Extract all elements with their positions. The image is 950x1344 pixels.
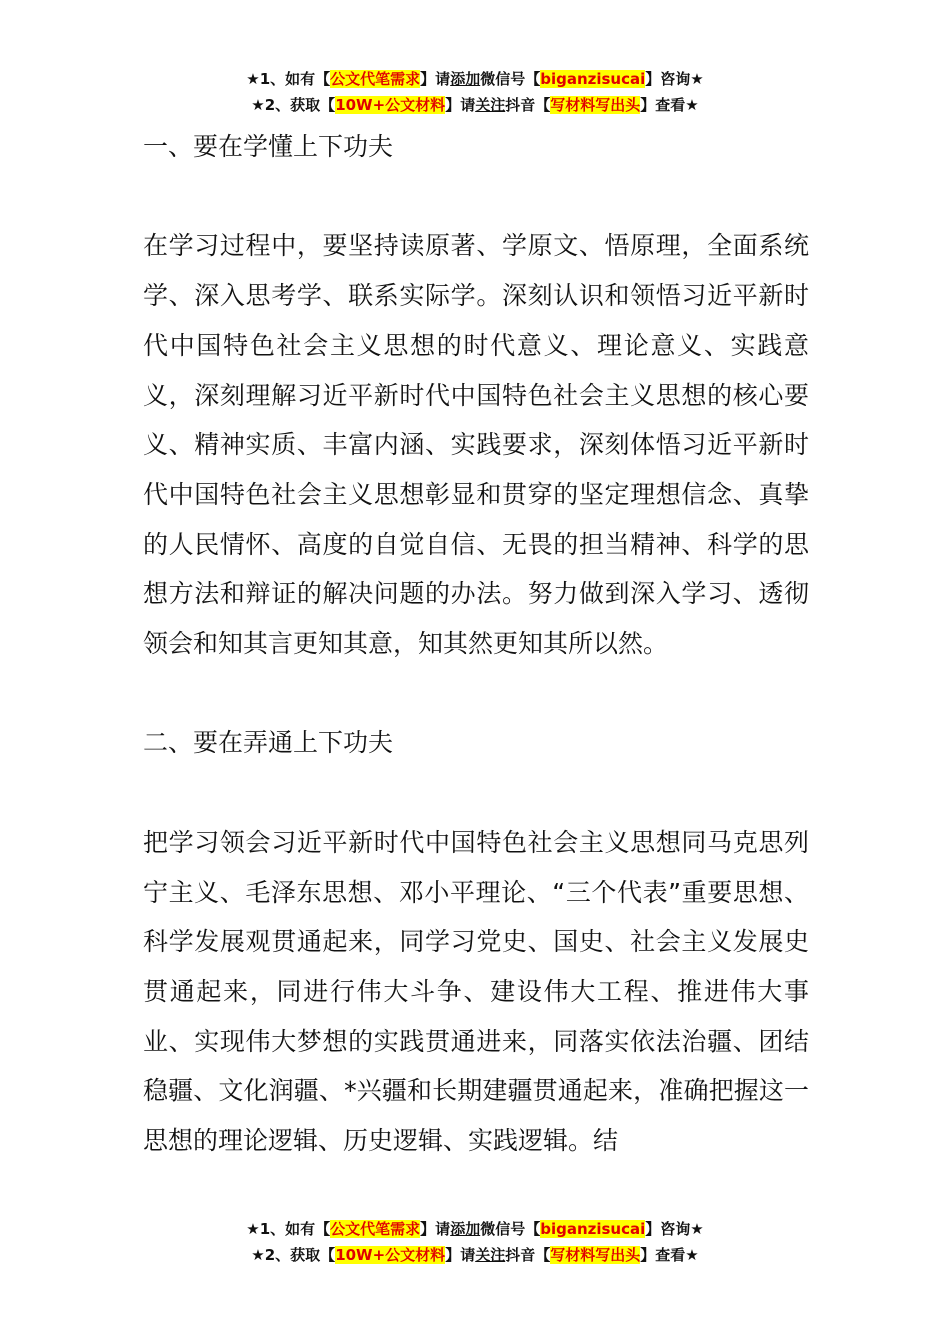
promo-text: ★2、获取【 xyxy=(251,1246,336,1264)
promo-text: ★1、如有【 xyxy=(246,70,331,88)
document-body xyxy=(143,122,809,1166)
promo-line-2 xyxy=(0,1242,950,1268)
promo-underline: 关注 xyxy=(475,96,506,114)
promo-underline: 添加 xyxy=(450,70,481,88)
promo-text: 】请 xyxy=(420,70,451,88)
promo-text: 抖音【 xyxy=(505,96,551,114)
promo-highlight: biganzisucai xyxy=(540,1220,646,1238)
promo-underline: 关注 xyxy=(475,1246,506,1264)
promo-underline: 添加 xyxy=(450,1220,481,1238)
promo-highlight: 写材料写出头 xyxy=(550,96,641,114)
promo-line-1 xyxy=(0,66,950,92)
section-paragraph-1: 在学习过程中，要坚持读原著、学原文、悟原理，全面系统学、深入思考学、联系实际学。深刻认识和领悟习近平新时代中国特色社会主义思想的时代意义、理论意义、实践意义，深刻理解习近平新时代中国特色社会主义思想的核心要义、精神实质、丰富内涵、实践要求，深刻体悟习近平新时代中国特色社会主义思想彰显和贯穿的坚定理想信念、真挚的人民情怀、高度的自觉自信、无畏的担当精神、科学的思想方法和辩证的解决问题的办法。努力做到深入学习、透彻领会和知其言更知其意，知其然更知其所以然。 xyxy=(143,231,809,659)
promo-text: 微信号【 xyxy=(480,70,541,88)
promo-banner-top xyxy=(0,66,950,118)
promo-text: 抖音【 xyxy=(505,1246,551,1264)
promo-banner-bottom xyxy=(0,1216,950,1268)
promo-text: 】请 xyxy=(445,1246,476,1264)
promo-line-2 xyxy=(0,92,950,118)
promo-text: 】咨询★ xyxy=(645,1220,704,1238)
promo-line-1 xyxy=(0,1216,950,1242)
promo-highlight: 公文代笔需求 xyxy=(330,1220,421,1238)
section-heading-2: 二、要在弄通上下功夫 xyxy=(143,728,394,758)
promo-text: ★1、如有【 xyxy=(246,1220,331,1238)
promo-text: 】咨询★ xyxy=(645,70,704,88)
section-heading-1: 一、要在学懂上下功夫 xyxy=(143,132,394,161)
promo-text: 微信号【 xyxy=(480,1220,541,1238)
promo-text: 】查看★ xyxy=(640,96,699,114)
promo-text: 】请 xyxy=(420,1220,451,1238)
promo-highlight: 写材料写出头 xyxy=(550,1246,641,1264)
promo-highlight: 公文代笔需求 xyxy=(330,70,421,88)
promo-highlight: 10W+公文材料 xyxy=(335,96,446,114)
promo-text: 】查看★ xyxy=(640,1246,699,1264)
promo-highlight: biganzisucai xyxy=(540,70,646,88)
promo-highlight: 10W+公文材料 xyxy=(335,1246,446,1264)
section-paragraph-2: 把学习领会习近平新时代中国特色社会主义思想同马克思列宁主义、毛泽东思想、邓小平理论、“三个代表”重要思想、科学发展观贯通起来，同学习党史、国史、社会主义发展史贯通起来，同进行伟大斗争、建设伟大工程、推进伟大事业、实现伟大梦想的实践贯通进来，同落实依法治疆、团结稳疆、文化润疆、*兴疆和长期建疆贯通起来，准确把握这一思想的理论逻辑、历史逻辑、实践逻辑。结 xyxy=(143,827,809,1156)
promo-text: ★2、获取【 xyxy=(251,96,336,114)
promo-text: 】请 xyxy=(445,96,476,114)
